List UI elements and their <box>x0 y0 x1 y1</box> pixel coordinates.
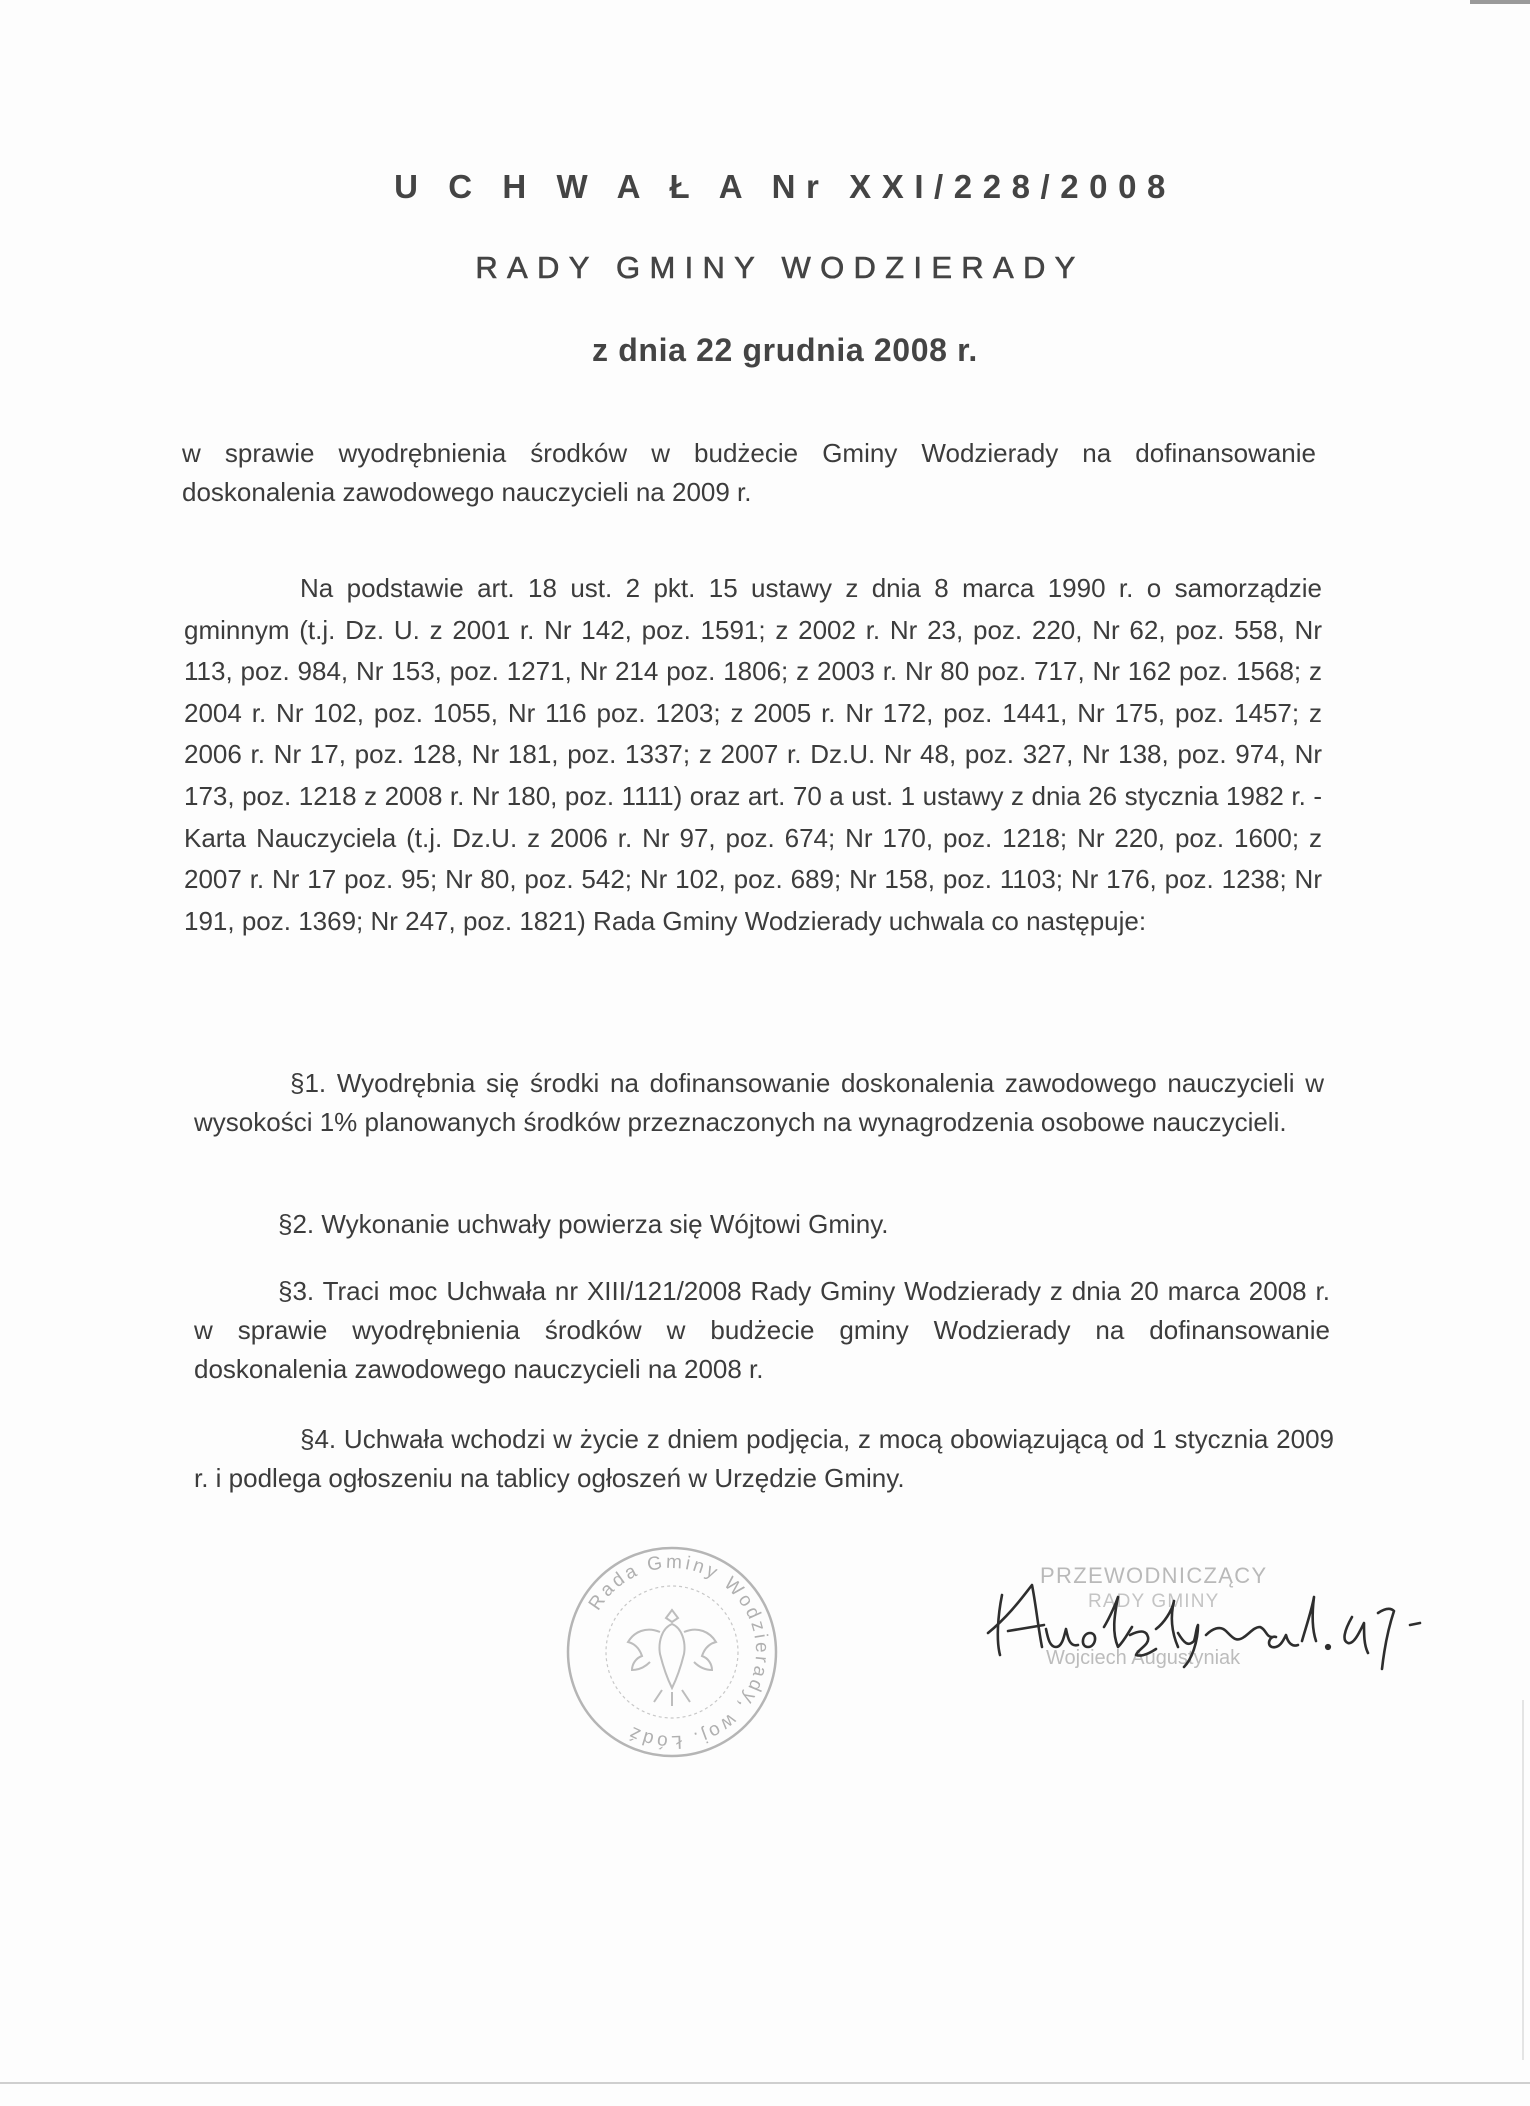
resolution-date: z dnia 22 grudnia 2008 r. <box>592 332 978 368</box>
resolution-subject: w sprawie wyodrębnienia środków w budżecie Gminy Wodzierady na dofinansowanie doskonalenia zawodowego nauczycieli na 2009 r. <box>182 438 1316 507</box>
scan-edge-bottom <box>0 2082 1530 2084</box>
paragraph-4: §4. Uchwała wchodzi w życie z dniem podjęcia, z mocą obowiązującą od 1 stycznia 2009 r. i podlega ogłoszeniu na tablicy ogłoszeń w Urzędzie Gminy. <box>194 1424 1334 1493</box>
paragraph-3: §3. Traci moc Uchwała nr XIII/121/2008 Rady Gminy Wodzierady z dnia 20 marca 2008 r. w sprawie wyodrębnienia środków w budżecie gminy Wodzierady na dofinansowanie doskonalenia zawodowego nauczycieli na 2008 r. <box>194 1276 1330 1384</box>
eagle-seal-icon <box>560 1540 784 1764</box>
stamp-name: Wojciech Augustyniak <box>1046 1647 1241 1669</box>
stamp-subtitle: RADY GMINY <box>1088 1591 1220 1612</box>
resolution-number: U C H W A Ł A Nr XXI/228/2008 <box>394 168 1176 205</box>
signature-block <box>980 1555 1460 1685</box>
legal-basis: Na podstawie art. 18 ust. 2 pkt. 15 ustawy z dnia 8 marca 1990 r. o samorządzie gminnym (t.j. Dz. U. z 2001 r. Nr 142, poz. 1591; z 2002 r. Nr 23, poz. 220, Nr 62, poz. 558, Nr 113, poz. 984, Nr 153, poz. 1271, Nr 214 poz. 1806; z 2003 r. Nr 80 poz. 717, Nr 162 poz. 1568; z 2004 r. Nr 102, poz. 1055, Nr 116 poz. 1203; z 2005 r. Nr 172, poz. 1441, Nr 175, poz. 1457; z 2006 r. Nr 17, poz. 128, Nr 181, poz. 1337; z 2007 r. Dz.U. Nr 48, poz. 327, Nr 138, poz. 974, Nr 173, poz. 1218 z 2008 r. Nr 180, poz. 1111) oraz art. 70 a ust. 1 ustawy z dnia 26 stycznia 1982 r. - Karta Nauczyciela (t.j. Dz.U. z 2006 r. Nr 97, poz. 674; Nr 170, poz. 1218; Nr 220, poz. 1600; z 2007 r. Nr 17 poz. 95; Nr 80, poz. 542; Nr 102, poz. 689; Nr 158, poz. 1103; Nr 176, poz. 1238; Nr 191, poz. 1369; Nr 247, poz. 1821) Rada Gminy Wodzierady uchwala co następuje: <box>184 573 1322 936</box>
seal-text: Rada Gminy Wodzierady, woj. Łódź <box>584 1551 773 1753</box>
official-seal <box>560 1540 784 1764</box>
paragraph-1: §1. Wyodrębnia się środki na dofinansowanie doskonalenia zawodowego nauczycieli w wysokości 1% planowanych środków przeznaczonych na wynagrodzenia osobowe nauczycieli. <box>194 1068 1324 1137</box>
scan-edge-right <box>1522 1700 1524 2060</box>
scan-edge-top <box>1470 0 1530 4</box>
stamp-title: PRZEWODNICZĄCY <box>1040 1563 1268 1588</box>
svg-text:Rada Gminy Wodzierady, woj. Łó <box>585 1552 772 1752</box>
issuing-body: RADY GMINY WODZIERADY <box>475 250 1085 285</box>
paragraph-2: §2. Wykonanie uchwały powierza się Wójtowi Gminy. <box>278 1209 889 1239</box>
handwritten-signature-icon <box>980 1555 1460 1685</box>
